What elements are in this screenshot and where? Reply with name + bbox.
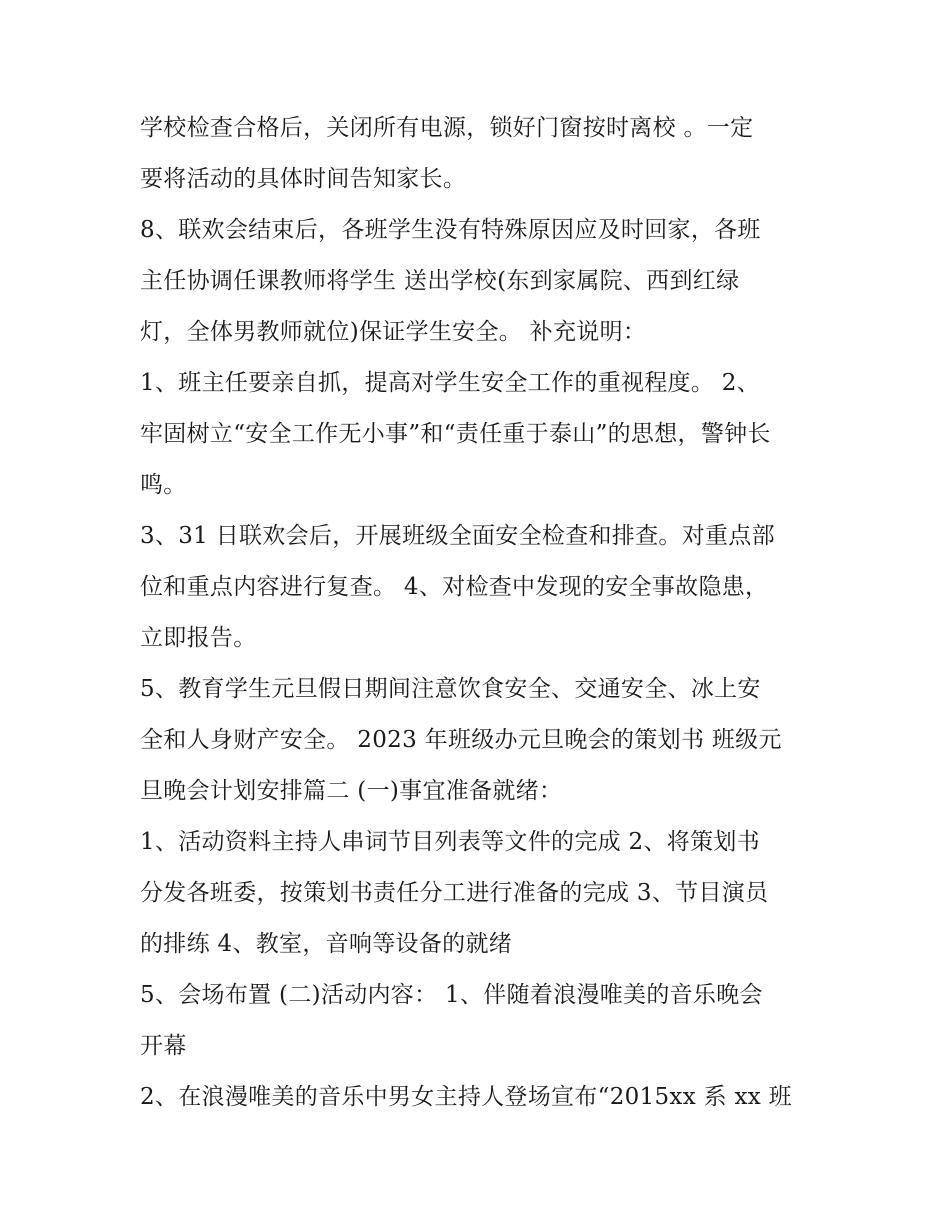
text-line: 1、活动资料主持人串词节目列表等文件的完成 2、将策划书 [140, 829, 760, 855]
text-line: 立即报告。 [140, 625, 257, 651]
text-line: 开幕 [140, 1033, 187, 1059]
text-line: 牢固树立“安全工作无小事”和“责任重于泰山”的思想，警钟长 [140, 421, 771, 447]
text-line: 要将活动的具体时间告知家长。 [140, 166, 467, 192]
text-line: 全和人身财产安全。 2023 年班级办元旦晚会的策划书 班级元 [140, 727, 782, 753]
text-line: 主任协调任课教师将学生 送出学校(东到家属院、西到红绿 [140, 268, 740, 294]
text-line: 分发各班委，按策划书责任分工进行准备的完成 3、节目演员 [140, 880, 769, 906]
text-line: 3、31 日联欢会后，开展班级全面安全检查和排查。对重点部 [140, 523, 775, 549]
text-line: 旦晚会计划安排篇二 (一)事宜准备就绪： [140, 778, 563, 804]
text-line: 鸣。 [140, 472, 187, 498]
text-line: 2、在浪漫唯美的音乐中男女主持人登场宣布“2015xx 系 xx 班 [140, 1084, 792, 1110]
text-line: 灯，全体男教师就位)保证学生安全。 补充说明： [140, 319, 647, 345]
text-line: 8、联欢会结束后，各班学生没有特殊原因应及时回家，各班 [140, 217, 761, 243]
document-body [140, 103, 820, 1123]
text-line: 学校检查合格后，关闭所有电源，锁好门窗按时离校 。一定 [140, 115, 754, 141]
text-line: 的排练 4、教室，音响等设备的就绪 [140, 931, 513, 957]
text-line: 5、教育学生元旦假日期间注意饮食安全、交通安全、冰上安 [140, 676, 761, 702]
text-line: 5、会场布置 (二)活动内容： 1、伴随着浪漫唯美的音乐晚会 [140, 982, 763, 1008]
text-line: 1、班主任要亲自抓，提高对学生安全工作的重视程度。 2、 [140, 370, 760, 396]
text-line: 位和重点内容进行复查。 4、对检查中发现的安全事故隐患， [140, 574, 769, 600]
